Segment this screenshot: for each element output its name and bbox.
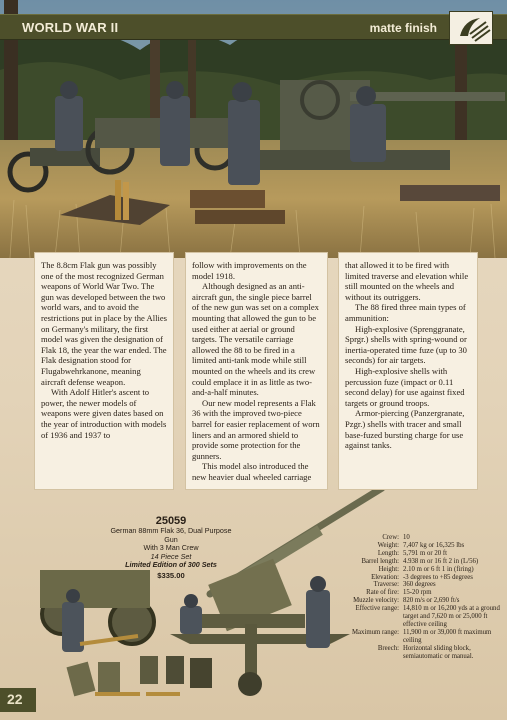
article-paragraph: that allowed it to be fired with limited traverse and elevation while still mounted on the wheels and without its outriggers.	[345, 260, 469, 302]
spec-row	[340, 589, 500, 597]
article-column-1	[34, 252, 174, 490]
spec-row	[340, 558, 500, 566]
spec-row	[340, 534, 500, 542]
spec-value: 4.938 m or 16 ft 2 in (L/56)	[403, 557, 479, 565]
spec-value: 360 degrees	[403, 581, 436, 589]
spec-row	[340, 542, 500, 550]
spec-value: -3 degrees to +85 degrees	[403, 573, 473, 581]
spec-label: Barrel length:	[361, 557, 399, 565]
spec-label: Length:	[377, 549, 399, 557]
spec-row	[340, 581, 500, 589]
spec-row	[340, 645, 500, 661]
spec-label: Crew:	[382, 534, 399, 541]
spec-value: 820 m/s or 2,690 ft/s	[403, 597, 460, 605]
spec-row	[340, 629, 500, 645]
spec-row	[340, 550, 500, 558]
article-paragraph: The 8.8cm Flak gun was possibly one of the most recognized German weapons of World War Two. The gun was developed between the two world wars, and to avoid the restrictions put in place by the Allies on Germany's military, the first model was given the designation of Flak 18, the year the war ended. The Flak designation stood for Flugabwehrkanone, meaning aircraft defense weapon.	[41, 260, 168, 387]
article-column-2	[185, 252, 328, 490]
spec-label: Weight:	[377, 541, 399, 549]
spec-table	[340, 534, 500, 661]
spec-label: Traverse:	[373, 581, 399, 589]
spec-label: Breech:	[377, 644, 399, 652]
spec-label: Height:	[378, 565, 399, 573]
spec-value: 11,900 m or 39,000 ft maximum ceiling	[403, 628, 492, 644]
spec-row	[340, 574, 500, 582]
article-paragraph: Although designed as an anti-aircraft gun, the single piece barrel of the new gun was set on a complex mounting that allowed the gun to be used either at aerial or ground targets. The versatile carriage allowed the 88 to be fired in a limited anti-tank mode while still mounted on the wheels and its crew could emplace it in as little as two-and-a-half minutes.	[192, 281, 319, 398]
spec-label: Elevation:	[371, 573, 399, 581]
spec-row	[340, 597, 500, 605]
product-name-line-1: German 88mm Flak 36, Dual Purpose Gun	[110, 526, 232, 544]
product-piece-count: 14 Piece Set	[150, 551, 192, 561]
product-price: $335.00	[157, 570, 185, 580]
spec-value: 5,791 m or 20 ft	[403, 549, 447, 557]
product-name-line-2: With 3 Man Crew	[143, 543, 199, 553]
article-column-3	[338, 252, 478, 490]
spec-value: 2.10 m or 6 ft 1 in (firing)	[403, 565, 474, 573]
spec-value: 7,407 kg or 16,325 lbs	[403, 541, 465, 549]
brand-logo	[449, 11, 493, 45]
spec-value: Horizontal sliding block, semiautomatic or manual.	[403, 644, 474, 660]
article-paragraph: The 88 fired three main types of ammunition:	[345, 302, 466, 323]
product-info	[106, 515, 236, 580]
spec-value: 14,810 m or 16,200 yds at a ground target and 7,620 m or 25,000 ft effective ceiling	[403, 605, 500, 628]
finish-label: matte finish	[369, 21, 437, 35]
product-code: 25059	[155, 515, 187, 527]
article-paragraph: High-explosive shells with percussion fuze (impact or 0.11 second delay) for use against fixed targets or ground troops.	[345, 365, 465, 408]
spec-row	[340, 566, 500, 574]
article-paragraph: Our new model represents a Flak 36 with the improved two-piece barrel for easier replacement of worn liners and an armored shield to provide some protection for the gunners.	[192, 397, 320, 461]
spec-label: Muzzle velocity:	[353, 597, 399, 605]
article-paragraph: follow with improvements on the model 1918.	[192, 260, 307, 281]
article-paragraph: High-explosive (Sprenggranate, Sprgr.) shells with spring-wound or inertia-operated time fuze (up to 30 seconds) for air targets.	[345, 323, 467, 366]
spec-label: Maximum range:	[351, 628, 399, 636]
crescent-stripes-logo-icon	[450, 12, 494, 46]
page-number: 22	[7, 691, 23, 707]
spec-row	[340, 605, 500, 629]
product-edition: Limited Edition of 300 Sets	[125, 560, 217, 570]
section-header-bar	[0, 14, 507, 40]
article-paragraph: This model also introduced the new heavier dual wheeled carriage	[192, 461, 312, 482]
spec-value: 10	[403, 534, 410, 541]
article-paragraph: Armor-piercing (Panzergranate, Pzgr.) shells with tracer and small base-fuzed bursting charge for use against tanks.	[345, 408, 465, 451]
page-number-badge	[0, 688, 36, 712]
article-paragraph: With Adolf Hitler's ascent to power, the newer models of weapons were given dates based on the year of introduction with models of 1936 and 1937 to	[41, 387, 167, 440]
series-title: WORLD WAR II	[22, 20, 119, 35]
spec-label: Rate of fire:	[366, 589, 399, 597]
spec-label: Effective range:	[355, 605, 399, 613]
spec-value: 15-20 rpm	[403, 589, 432, 597]
